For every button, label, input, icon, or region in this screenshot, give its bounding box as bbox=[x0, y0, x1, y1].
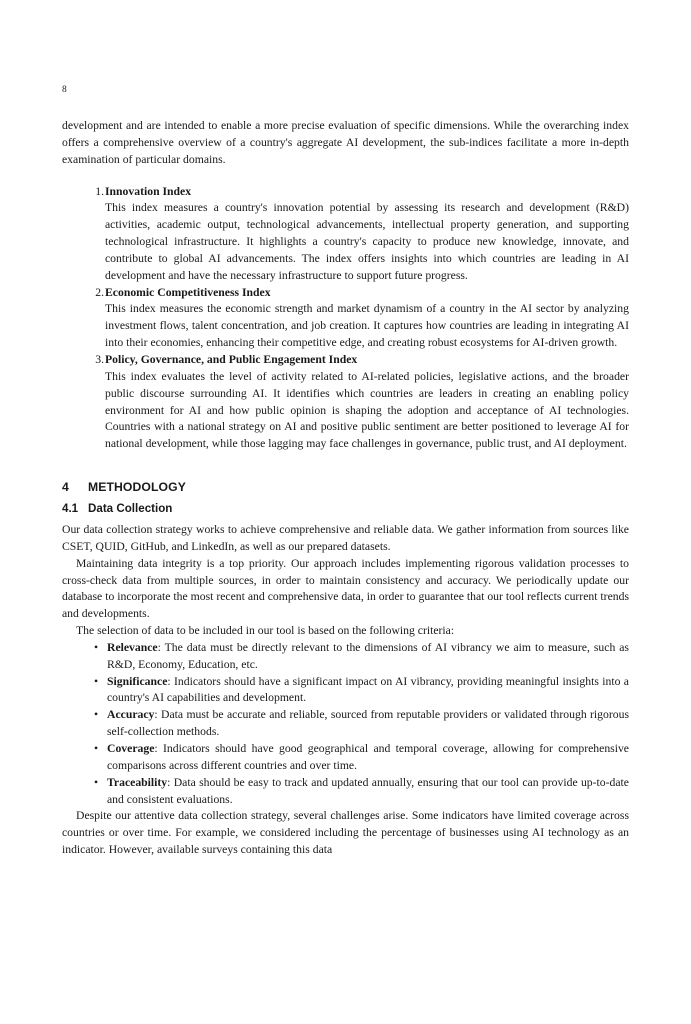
list-item-title: Policy, Governance, and Public Engagement Index bbox=[105, 352, 358, 366]
bullet-icon: • bbox=[94, 674, 99, 688]
paragraph-criteria-intro: The selection of data to be included in our tool is based on the following criteria: bbox=[76, 624, 455, 638]
section-heading-methodology bbox=[62, 479, 629, 496]
page-number: 8 bbox=[62, 85, 67, 95]
criteria-list bbox=[62, 640, 629, 808]
criteria-term: Traceability bbox=[107, 775, 168, 789]
criteria-term: Coverage bbox=[107, 742, 155, 755]
list-item bbox=[62, 184, 629, 285]
list-item-title: Innovation Index bbox=[105, 184, 192, 198]
bullet-icon: • bbox=[94, 775, 99, 789]
list-item-body: This index evaluates the level of activity related to AI-related policies, legislative actions, and the broader public discourse surrounding AI. It identifies which countries are leaders in creating an enabling policy environment for AI and how public opinion is shaping the adoption and acceptance of AI technologies. Countries with a national strategy on AI and positive public sentiment are better positioned to leverage AI for national development, while those lagging may face challenges in governance, public trust, and AI deployment. bbox=[105, 369, 629, 451]
criteria-text: : Indicators should have good geographical and temporal coverage, allowing for comprehensive comparisons across different countries and over time. bbox=[107, 742, 629, 772]
list-item bbox=[62, 285, 629, 352]
subsection-title: Data Collection bbox=[88, 502, 173, 516]
list-item-body: This index measures a country's innovation potential by assessing its research and development (R&D) activities, academic output, technological advancements, intellectual property generation, and supporting technological infrastructure. It highlights a country's capacity to produce new knowledge, innovate, and contribute to global AI advancements. The index offers insights into which countries are leading in AI development and have the necessary infrastructure to support future progress. bbox=[105, 201, 629, 282]
criteria-term: Significance bbox=[107, 674, 168, 688]
subsection-heading-data-collection bbox=[62, 501, 629, 517]
paragraph-challenges: Despite our attentive data collection strategy, several challenges arise. Some indicators have limited coverage across countries or over time. For example, we considered including the percentage of businesses using AI technology as an indicator. However, available surveys containing this data bbox=[62, 809, 629, 857]
list-item-marker: 2 . bbox=[88, 285, 104, 302]
list-item-title: Economic Competitiveness Index bbox=[105, 285, 271, 299]
list-item-body: This index measures the economic strength and market dynamism of a country in the AI sector by analyzing investment flows, talent concentration, and job creation. It captures how countries are leading in integrating AI into their economies, enhancing their competitive edge, and creating robust ecosystems for AI-driven growth. bbox=[105, 302, 629, 350]
bullet-icon: • bbox=[94, 708, 99, 722]
section-number: 4 bbox=[62, 480, 69, 495]
list-item bbox=[62, 674, 629, 708]
list-item bbox=[62, 352, 629, 453]
lead-paragraph: development and are intended to enable a more precise evaluation of specific dimensions. While the overarching index offers a comprehensive overview of a country's aggregate AI development, the sub-indices facilitate a more in-depth examination of particular domains. bbox=[62, 119, 629, 166]
paragraph-data-collection-2: Maintaining data integrity is a top priority. Our approach includes implementing rigorous validation processes to cross-check data from multiple sources, in order to maintain consistency and accuracy. We periodically update our database to incorporate the most recent and comprehensive data, in order to guarantee that our tool reflects current trends and developments. bbox=[62, 556, 629, 621]
list-item bbox=[62, 707, 629, 741]
criteria-text: : Data must be accurate and reliable, sourced from reputable providers or validated through rigorous self-collection methods. bbox=[107, 708, 629, 739]
criteria-term: Accuracy bbox=[107, 708, 155, 722]
section-title: METHODOLOGY bbox=[88, 480, 186, 495]
criteria-text: : Indicators should have a significant impact on AI vibrancy, providing meaningful insights into a country's AI capabilities and development. bbox=[107, 674, 629, 705]
criteria-term: Relevance bbox=[107, 640, 158, 654]
list-item bbox=[62, 741, 629, 775]
list-item-marker: 1 . bbox=[88, 184, 104, 201]
page-content bbox=[62, 118, 629, 859]
bullet-icon: • bbox=[94, 742, 99, 755]
list-item bbox=[62, 775, 629, 809]
bullet-icon: • bbox=[94, 640, 99, 654]
paragraph-data-collection-1: Our data collection strategy works to achieve comprehensive and reliable data. We gather information from sources like CSET, QUID, GitHub, and LinkedIn, as well as our prepared datasets. bbox=[62, 523, 629, 553]
list-item bbox=[62, 640, 629, 674]
criteria-text: : The data must be directly relevant to the dimensions of AI vibrancy we aim to measure, such as R&D, Economy, Education, etc. bbox=[107, 640, 629, 671]
criteria-text: : Data should be easy to track and updated annually, ensuring that our tool can provide up-to-date and consistent evaluations. bbox=[107, 775, 629, 806]
subsection-number: 4.1 bbox=[62, 502, 79, 516]
index-definition-list bbox=[62, 184, 629, 454]
list-item-marker: 3 . bbox=[88, 352, 104, 369]
